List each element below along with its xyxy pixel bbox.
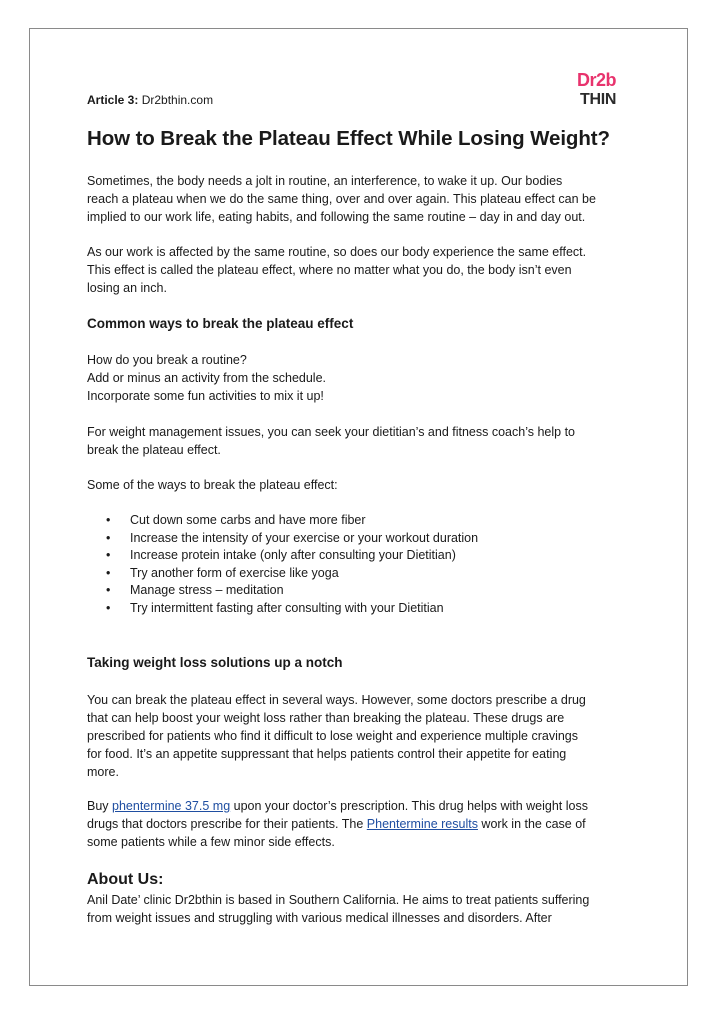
list-item <box>87 582 632 600</box>
list-item-text: Cut down some carbs and have more fiber <box>130 513 366 527</box>
logo-top-text: Dr2b <box>577 70 617 90</box>
section1-paragraph-3: Some of the ways to break the plateau effect: <box>87 478 338 492</box>
section1-paragraph-2 <box>87 423 632 459</box>
section2-p2-text: work in the case of <box>477 817 586 831</box>
list-item <box>87 512 632 530</box>
section2-p2-line-2 <box>87 815 632 833</box>
section-heading-common-ways: Common ways to break the plateau effect <box>87 316 354 331</box>
list-item <box>87 565 632 583</box>
intro-p1-line: implied to our work life, eating habits, and following the same routine – day in and day out. <box>87 210 586 224</box>
section2-p1-line: You can break the plateau effect in several ways. However, some doctors prescribe a drug <box>87 693 586 707</box>
phentermine-link[interactable]: phentermine 37.5 mg <box>112 799 231 813</box>
bullet-icon: • <box>106 530 111 545</box>
section1-p2-line: For weight management issues, you can seek your dietitian’s and fitness coach’s help to <box>87 425 576 439</box>
list-item <box>87 547 632 565</box>
about-paragraph <box>87 891 632 927</box>
section2-p2-text: Buy <box>87 799 113 813</box>
section1-p2-line: break the plateau effect. <box>87 443 221 457</box>
list-item-text: Try another form of exercise like yoga <box>130 565 339 580</box>
section2-paragraph-1 <box>87 691 632 781</box>
article-number: Article 3: <box>87 93 139 107</box>
logo-bottom-text: THIN <box>580 91 617 107</box>
section2-p2-line-1 <box>87 797 632 815</box>
intro-paragraph-1 <box>87 172 632 226</box>
bullet-icon: • <box>106 583 111 598</box>
intro-p1-line: Sometimes, the body needs a jolt in routine, an interference, to wake it up. Our bodies <box>87 174 563 188</box>
bullet-icon: • <box>106 600 111 615</box>
article-label <box>87 93 213 107</box>
page-title: How to Break the Plateau Effect While Losing Weight? <box>87 127 610 150</box>
list-item-text: Manage stress – meditation <box>130 583 284 598</box>
section1-p1-line: Add or minus an activity from the schedule. <box>87 371 327 385</box>
bullet-icon: • <box>106 513 111 527</box>
about-line: Anil Date’ clinic Dr2bthin is based in Southern California. He aims to treat patients suffering <box>87 893 590 907</box>
list-item <box>87 600 632 618</box>
article-site: Dr2bthin.com <box>141 93 214 107</box>
section2-p1-line: for food. It’s an appetite suppressant that helps patients control their appetite for eating <box>87 747 567 761</box>
intro-p2-line: This effect is called the plateau effect, where no matter what you do, the body isn’t even <box>87 263 572 277</box>
section2-p2-text: upon your doctor’s prescription. This drug helps with weight loss <box>230 799 588 813</box>
list-item <box>87 530 632 548</box>
dr2bthin-logo <box>576 69 636 107</box>
list-item-text: Increase the intensity of your exercise or your workout duration <box>130 530 479 545</box>
section1-paragraph-1 <box>87 351 632 405</box>
list-item-text: Try intermittent fasting after consulting with your Dietitian <box>130 600 444 615</box>
intro-p2-line: losing an inch. <box>87 281 167 295</box>
bullet-icon: • <box>106 548 111 563</box>
section2-p1-line: prescribed for patients who find it difficult to lose weight and experience multiple cravings <box>87 729 579 743</box>
section1-p1-line: How do you break a routine? <box>87 353 247 367</box>
intro-p2-line: As our work is affected by the same routine, so does our body experience the same effect. <box>87 245 587 259</box>
section2-p2-line-3: some patients while a few minor side effects. <box>87 835 335 849</box>
plateau-tips-list <box>87 512 632 618</box>
intro-paragraph-2 <box>87 243 632 297</box>
section-heading-weight-loss-solutions: Taking weight loss solutions up a notch <box>87 655 343 670</box>
section2-p2-text: drugs that doctors prescribe for their patients. The <box>87 817 367 831</box>
section1-p1-line: Incorporate some fun activities to mix it up! <box>87 389 324 403</box>
intro-p1-line: reach a plateau when we do the same thing, over and over again. This plateau effect can be <box>87 192 596 206</box>
about-us-heading: About Us: <box>87 871 164 888</box>
section2-p1-line: that can help boost your weight loss rather than breaking the plateau. These drugs are <box>87 711 565 725</box>
section2-p1-line: more. <box>87 765 119 779</box>
phentermine-results-link[interactable]: Phentermine results <box>366 817 478 831</box>
list-item-text: Increase protein intake (only after consulting your Dietitian) <box>130 548 456 563</box>
section2-paragraph-2 <box>87 797 632 851</box>
bullet-icon: • <box>106 565 111 580</box>
about-line: from weight issues and struggling with various medical illnesses and disorders. After <box>87 911 552 925</box>
